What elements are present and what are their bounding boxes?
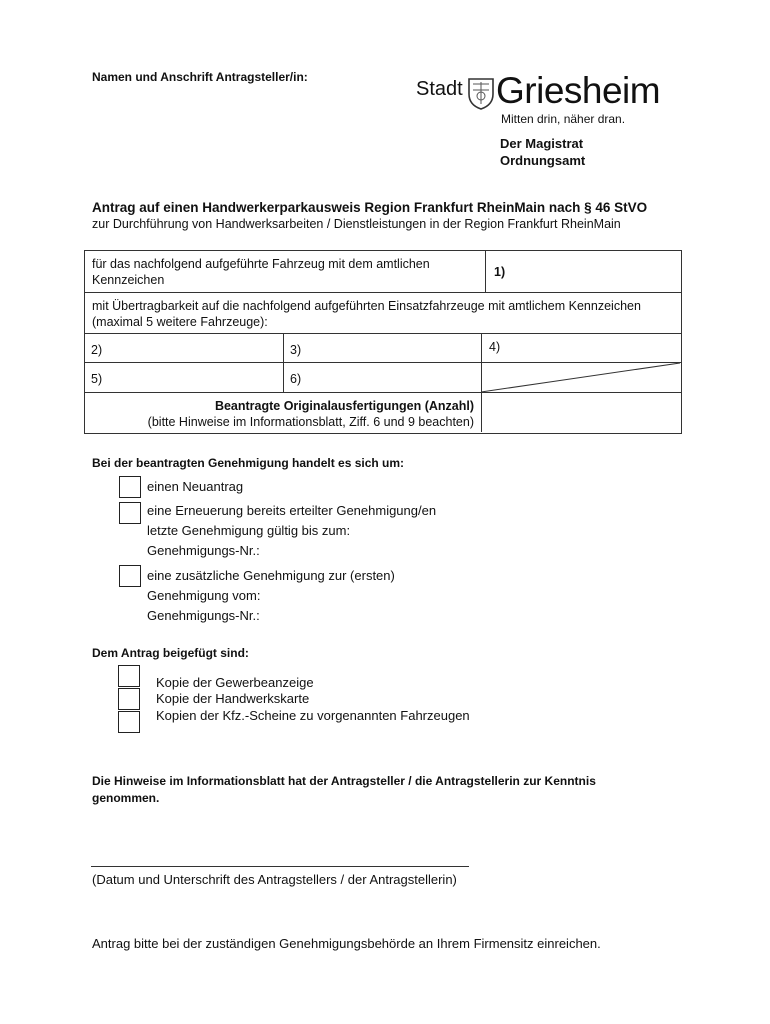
vehicle-6-field[interactable]: 6)	[290, 372, 302, 386]
form-title: Antrag auf einen Handwerkerparkausweis Region Frankfurt RheinMain nach § 46 StVO	[92, 200, 648, 215]
logo-name: Griesheim	[496, 70, 661, 111]
logo-stadt: Stadt	[416, 78, 463, 100]
vehicle-5-field[interactable]: 5)	[91, 372, 103, 386]
additional-label: eine zusätzliche Genehmigung zur (ersten)	[147, 568, 395, 583]
office-line-1: Der Magistrat	[500, 136, 584, 151]
additional-number-label: Genehmigungs-Nr.:	[147, 608, 260, 623]
vehicle-4-field[interactable]: 4)	[489, 340, 501, 354]
strike-diagonal	[481, 362, 681, 393]
attachment-checkbox-1[interactable]	[118, 665, 140, 687]
renewal-number-label: Genehmigungs-Nr.:	[147, 543, 260, 558]
attachment-checkbox-3[interactable]	[118, 711, 140, 733]
form-subtitle: zur Durchführung von Handwerksarbeiten / Dienstleistungen in der Region Frankfurt RheinMain	[92, 217, 621, 231]
additional-checkbox[interactable]	[119, 565, 141, 587]
attachment-checkbox-2[interactable]	[118, 688, 140, 710]
new-application-label: einen Neuantrag	[147, 479, 244, 494]
logo-tagline: Mitten drin, näher dran.	[501, 112, 626, 126]
table-divider	[84, 333, 681, 334]
attachments-heading: Dem Antrag beigefügt sind:	[92, 646, 249, 660]
renewal-valid-until-label: letzte Genehmigung gültig bis zum:	[147, 523, 351, 538]
attachment-label-1: Kopie der Gewerbeanzeige	[156, 675, 314, 690]
additional-date-label: Genehmigung vom:	[147, 588, 261, 603]
office-block	[500, 135, 585, 169]
city-crest-icon	[466, 76, 496, 110]
table-divider	[84, 292, 681, 293]
table-divider	[283, 333, 284, 392]
row1-label: für das nachfolgend aufgeführte Fahrzeug mit dem amtlichen Kennzeichen	[92, 257, 430, 287]
notice-text: Die Hinweise im Informationsblatt hat der Antragsteller / die Antragstellerin zur Kenntnis genommen.	[92, 774, 596, 805]
vehicle-1-field[interactable]: 1)	[494, 265, 506, 279]
attachment-label-2: Kopie der Handwerkskarte	[156, 691, 310, 706]
applicant-label: Namen und Anschrift Antragsteller/in:	[92, 70, 308, 84]
row2-label: mit Übertragbarkeit auf die nachfolgend aufgeführten Einsatzfahrzeuge mit amtlichem Kennzeichen (maximal 5 weitere Fahrzeuge):	[92, 299, 641, 329]
vehicle-2-field[interactable]: 2)	[91, 343, 103, 357]
renewal-label: eine Erneuerung bereits erteilter Genehmigung/en	[147, 503, 437, 518]
footer-text: Antrag bitte bei der zuständigen Genehmigungsbehörde an Ihrem Firmensitz einreichen.	[92, 936, 601, 951]
copies-count-field[interactable]	[482, 393, 680, 431]
type-heading: Bei der beantragten Genehmigung handelt es sich um:	[92, 456, 405, 470]
signature-label: (Datum und Unterschrift des Antragstellers / der Antragstellerin)	[92, 872, 457, 887]
new-application-checkbox[interactable]	[119, 476, 141, 498]
signature-line[interactable]	[91, 866, 469, 867]
renewal-checkbox[interactable]	[119, 502, 141, 524]
attachment-label-3: Kopien der Kfz.-Scheine zu vorgenannten Fahrzeugen	[156, 708, 470, 723]
vehicle-3-field[interactable]: 3)	[290, 343, 302, 357]
office-line-2: Ordnungsamt	[500, 153, 586, 168]
copies-note: (bitte Hinweise im Informationsblatt, Ziff. 6 und 9 beachten)	[147, 415, 474, 429]
copies-label: Beantragte Originalausfertigungen (Anzahl)	[214, 399, 474, 413]
table-divider	[485, 250, 486, 292]
